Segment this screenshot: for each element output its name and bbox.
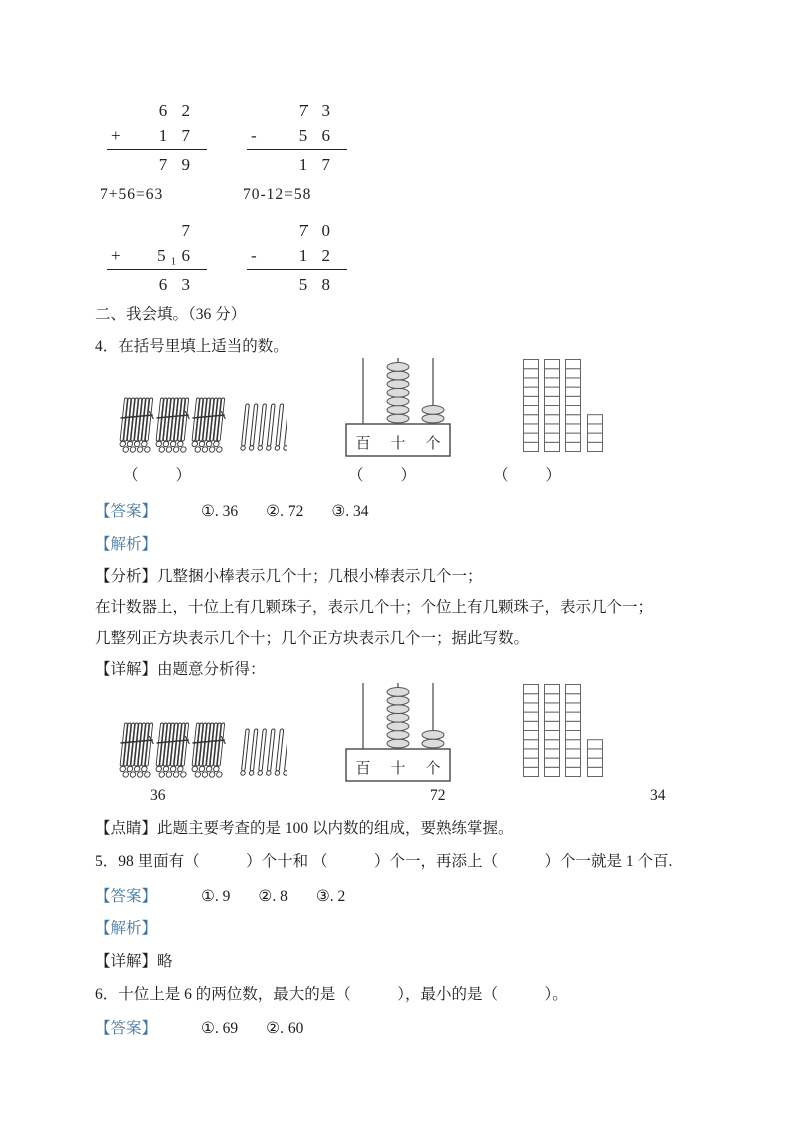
answer-item-1: ①. 36 xyxy=(201,503,239,520)
sum-result: 6 3 xyxy=(158,275,195,294)
subtrahend: 1 2 xyxy=(298,246,335,265)
addend-bottom-row xyxy=(107,243,207,270)
question-6-answer-line xyxy=(95,1016,698,1038)
addend-bottom: 1 7 xyxy=(158,126,195,145)
abacus-svg xyxy=(345,682,451,783)
answer-items xyxy=(201,887,345,906)
answer-label: 【答案】 xyxy=(95,888,158,905)
addend-top: 6 2 xyxy=(158,101,195,120)
sticks-svg xyxy=(115,719,287,783)
svg-text:十: 十 xyxy=(390,761,406,777)
question-4-figure xyxy=(95,357,698,458)
addend-bottom: 5₁6 xyxy=(157,246,195,265)
column-addition-7-56 xyxy=(107,218,207,297)
answer-label: 【答案】 xyxy=(95,1020,158,1037)
answer-items xyxy=(201,1019,303,1038)
answer-item-2: ②. 60 xyxy=(266,1020,304,1037)
question-5-text: 5．98 里面有（ ）个十和 （ ）个一，再添上（ ）个一就是 1 个百. xyxy=(95,853,673,870)
subtrahend: 5 6 xyxy=(298,126,335,145)
key-point-line: 【点睛】此题主要考查的是 100 以内数的组成，要熟练掌握。 xyxy=(95,820,514,837)
minuend: 7̇ 3 xyxy=(298,101,335,120)
section-heading: 二、我会填。（36 分） xyxy=(95,306,247,323)
answer-item-2: ②. 8 xyxy=(258,888,288,905)
question-4-answer-line xyxy=(95,499,698,521)
analysis-label: 【解析】 xyxy=(95,536,158,553)
place-value-abacus-figure xyxy=(345,682,451,788)
addend-top: 7 xyxy=(181,221,195,240)
figure-answer-3: 34 xyxy=(650,787,666,804)
sum-result: 7 9 xyxy=(158,155,195,174)
question-4-text: 4．在括号里填上适当的数。 xyxy=(95,338,289,355)
question-4-answer-figure xyxy=(95,682,698,783)
question-4-blanks-row xyxy=(95,463,698,485)
minuend: 7̇ 0 xyxy=(298,221,335,240)
answer-blank-1: （ ） xyxy=(123,467,194,484)
counting-sticks-figure xyxy=(115,719,287,788)
addend-bottom-row xyxy=(107,123,207,150)
answer-item-1: ①. 9 xyxy=(201,888,231,905)
sticks-svg xyxy=(115,394,287,458)
plus-operator: + xyxy=(111,126,126,145)
svg-text:百: 百 xyxy=(355,436,371,452)
minus-operator: - xyxy=(251,246,262,265)
detail-label-line: 【详解】由题意分析得： xyxy=(95,661,266,678)
answer-item-2: ②. 72 xyxy=(266,503,304,520)
figure-answer-2: 72 xyxy=(430,787,446,804)
answer-item-3: ③. 34 xyxy=(331,503,369,520)
column-subtraction-70-12 xyxy=(247,218,347,297)
subtrahend-row xyxy=(247,243,347,270)
counting-sticks-figure xyxy=(115,394,287,463)
answer-blank-2: （ ） xyxy=(348,467,419,484)
vertical-arithmetic-section xyxy=(95,98,698,300)
question-5-answer-line xyxy=(95,884,698,906)
blocks-svg xyxy=(523,684,607,778)
minus-operator: - xyxy=(251,126,262,145)
figure-answer-1: 36 xyxy=(150,787,166,804)
column-subtraction-73-56 xyxy=(247,98,347,177)
equation-1: 7+56=63 xyxy=(100,186,164,203)
difference-result: 5 8 xyxy=(298,275,335,294)
plus-operator: + xyxy=(111,246,126,265)
unit-blocks-figure xyxy=(523,359,607,458)
answer-item-3: ③. 2 xyxy=(315,888,346,905)
answer-item-1: ①. 69 xyxy=(201,1020,239,1037)
equation-2: 70-12=58 xyxy=(243,186,312,203)
svg-text:个: 个 xyxy=(425,436,441,452)
figure-answer-labels xyxy=(95,787,698,807)
analysis-line-2: 在计数器上，十位上有几颗珠子，表示几个十；个位上有几颗珠子，表示几个一； xyxy=(95,599,654,616)
answer-label: 【答案】 xyxy=(95,503,158,520)
svg-text:个: 个 xyxy=(425,761,441,777)
place-value-abacus-figure xyxy=(345,357,451,463)
svg-text:百: 百 xyxy=(355,761,371,777)
analysis-line-1: 【分析】几整捆小棒表示几个十；几根小棒表示几个一； xyxy=(95,568,483,585)
abacus-svg xyxy=(345,357,451,458)
question-5-detail: 【详解】略 xyxy=(95,953,173,970)
svg-text:十: 十 xyxy=(390,436,406,452)
question-6-text: 6．十位上是 6 的两位数，最大的是（ ），最小的是（ ）。 xyxy=(95,986,568,1003)
subtrahend-row xyxy=(247,123,347,150)
unit-blocks-figure xyxy=(523,684,607,783)
analysis-label: 【解析】 xyxy=(95,920,158,937)
answer-blank-3: （ ） xyxy=(493,467,564,484)
column-addition-62-17 xyxy=(107,98,207,177)
blocks-svg xyxy=(523,359,607,453)
analysis-line-3: 几整列正方块表示几个十；几个正方块表示几个一；据此写数。 xyxy=(95,630,530,647)
difference-result: 1 7 xyxy=(298,155,335,174)
answer-items xyxy=(201,502,368,521)
